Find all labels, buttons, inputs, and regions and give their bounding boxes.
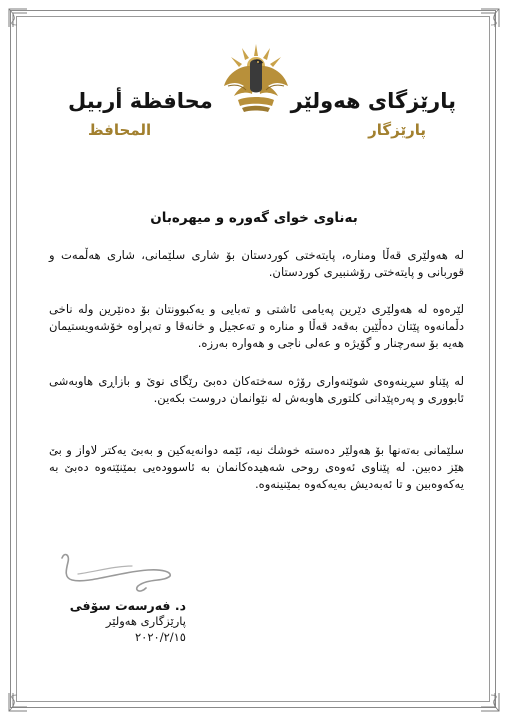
paragraph-3: لە پێناو سڕینەوەی شوێنەواری رۆژە سەختەکان دەبێ رێگای نوێ و بازاڕی هاوبەشی ئابووری و پەرەپێدانی کلتوری هاوبەش لە نێوانمان دروست بکەین. — [49, 374, 464, 405]
letter-date: ٢٠٢٠/٢/١٥ — [135, 630, 186, 644]
governor-subtitle-arabic: المحافظ — [88, 121, 152, 139]
corner-ornament-bottom-left — [7, 691, 29, 713]
signatory-title: پارێزگاری هەولێر — [105, 614, 186, 628]
signatory-name: د. فەرسەت سۆفی — [69, 598, 186, 613]
corner-ornament-bottom-right — [479, 691, 501, 713]
paragraph-2: لێرەوە لە هەولێری دێرین پەیامی ئاشتی و تەبایی و یەکبوونتان بۆ دەنێرین ولە ناخی دڵمانەوە پێتان دەڵێین بەقەد قەڵا و منارە و تەعجیل و خانەقا و تەپراوە خۆشەویستیمان هەیە بۆ سەرچنار و گۆیژە و عەلی ناجی و هەوارە بەرزە. — [49, 302, 464, 350]
header-arabic — [68, 88, 213, 140]
letter-heading: بەناوی خوای گەورە و میهرەبان — [150, 210, 358, 226]
handwritten-signature — [58, 548, 176, 596]
governorate-title-kurdish: پارێزگای هەولێر — [290, 89, 456, 113]
corner-ornament-top-right — [479, 7, 501, 29]
kurdistan-emblem-icon — [218, 42, 294, 116]
governorate-title-arabic: محافظة أربيل — [68, 89, 213, 113]
paragraph-1: لە هەولێری قەڵا ومنارە، پایتەختی کوردستان بۆ شاری سلێمانی، شاری هەڵمەت و قوربانی و پایتەختی رۆشنبیری کوردستان. — [49, 248, 464, 279]
paragraph-4: سلێمانی بەتەنها بۆ هەولێر دەستە خوشك نیە، ئێمە دوانەیەکین و بەبێ یەکتر لاواز و بێ هێز دەبین. لە پێناوی ئەوەی روحی شەهیدەکانمان بە ئاسوودەیی بمێنێتەوە دەبێ بە یەکەوەبین و تا ئەبەدیش بەیەکەوە بمێنینەوە. — [49, 443, 464, 491]
header-kurdish — [291, 88, 456, 140]
governor-subtitle-kurdish: پارێزگار — [368, 121, 426, 139]
corner-ornament-top-left — [7, 7, 29, 29]
